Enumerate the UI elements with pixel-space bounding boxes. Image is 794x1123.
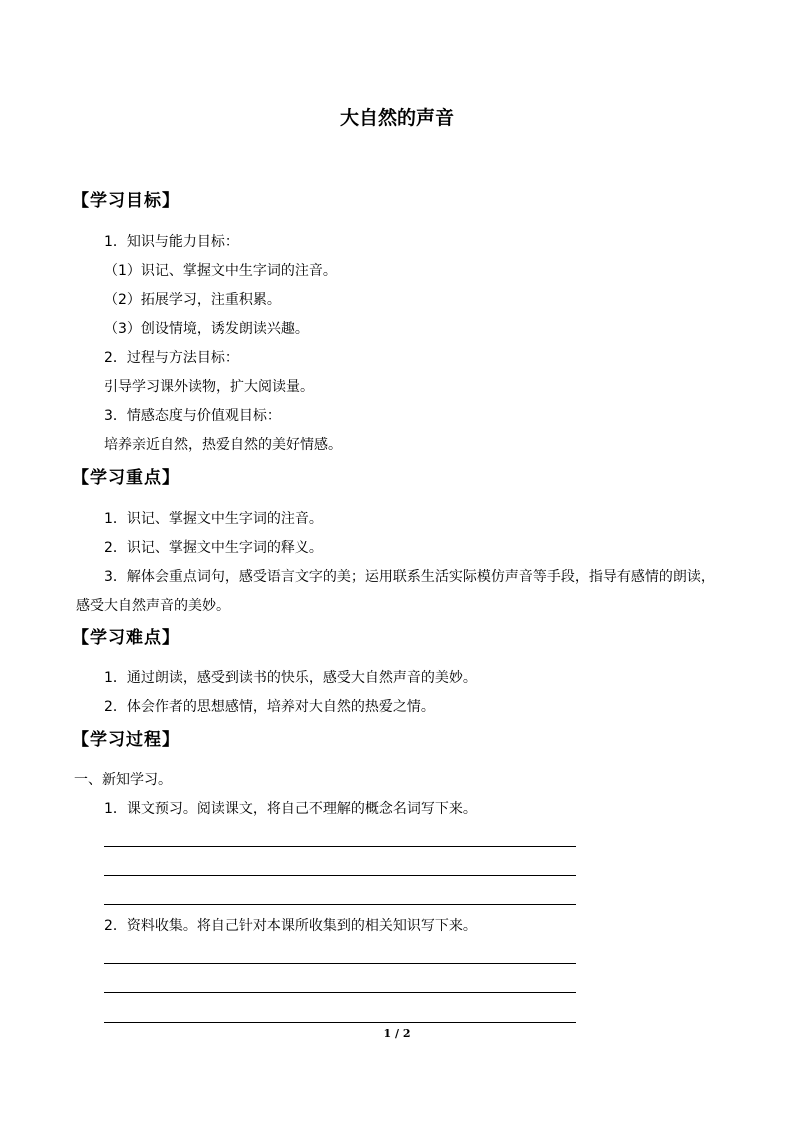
difficulties-heading: 【学习难点】 <box>72 628 180 648</box>
objective-item: 2．过程与方法目标： <box>104 350 239 366</box>
objective-item: 3．情感态度与价值观目标： <box>104 408 281 424</box>
objectives-heading: 【学习目标】 <box>72 191 180 211</box>
answer-line[interactable] <box>104 992 576 993</box>
page-number: 1 / 2 <box>383 1027 411 1040</box>
key-point-paragraph: 3．解体会重点词句，感受语言文字的美；运用联系生活实际模仿声音等手段，指导有感情的朗读，感受大自然声音的美妙。 <box>76 569 715 614</box>
process-part-title: 一、新知学习。 <box>74 772 172 788</box>
difficulty-item: 1．通过朗读，感受到读书的快乐，感受大自然声音的美妙。 <box>104 670 477 686</box>
answer-line[interactable] <box>104 1022 576 1023</box>
document-title: 大自然的声音 <box>339 107 454 129</box>
process-heading: 【学习过程】 <box>72 730 180 750</box>
objective-item: 1．知识与能力目标： <box>104 234 239 250</box>
answer-line[interactable] <box>104 846 576 847</box>
key-point-item: 2．识记、掌握文中生字词的释义。 <box>104 540 323 556</box>
difficulty-item: 2．体会作者的思想感情，培养对大自然的热爱之情。 <box>104 699 435 715</box>
answer-line[interactable] <box>104 904 576 905</box>
task-prompt: 1．课文预习。阅读课文，将自己不理解的概念名词写下来。 <box>104 801 477 817</box>
answer-line[interactable] <box>104 963 576 964</box>
answer-line[interactable] <box>104 875 576 876</box>
task-prompt: 2．资料收集。将自己针对本课所收集到的相关知识写下来。 <box>104 918 477 934</box>
key-points-heading: 【学习重点】 <box>72 468 180 488</box>
objective-item: （3）创设情境，诱发朗读兴趣。 <box>104 321 309 337</box>
objective-item: （2）拓展学习，注重积累。 <box>104 292 281 308</box>
objective-item: 引导学习课外读物，扩大阅读量。 <box>104 379 314 395</box>
objective-item: 培养亲近自然，热爱自然的美好情感。 <box>104 437 342 453</box>
key-point-item: 1．识记、掌握文中生字词的注音。 <box>104 511 323 527</box>
objective-item: （1）识记、掌握文中生字词的注音。 <box>104 263 337 279</box>
